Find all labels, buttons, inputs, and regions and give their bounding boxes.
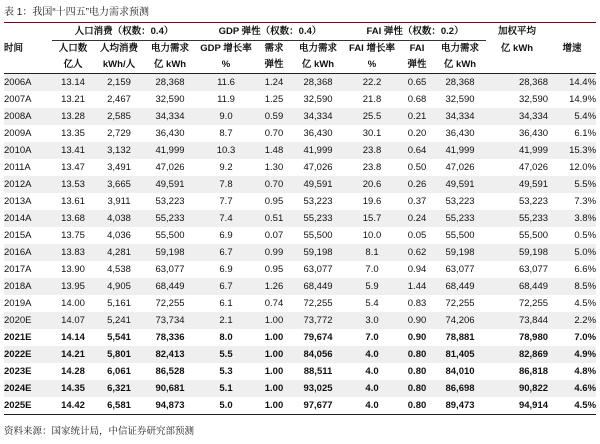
cell-weighted: 63,077 [518, 264, 549, 275]
cell-gdp-power: 97,677 [292, 397, 344, 415]
cell-gdp-growth: 6.9 [219, 264, 233, 275]
cell-pop-count: 14.35 [52, 380, 94, 397]
cell-growth: 2.2% [548, 312, 596, 329]
cell-pop-demand: 49,591 [144, 176, 196, 193]
cell-pop-demand: 55,500 [155, 230, 185, 241]
table-row [4, 363, 596, 380]
table-body [4, 74, 596, 415]
cell-year: 2018A [4, 278, 52, 295]
cell-per-capita: 2,159 [94, 74, 144, 92]
cell-fai-elasticity: 0.80 [400, 346, 434, 363]
cell-fai-elasticity: 0.94 [407, 264, 427, 275]
cell-growth: 6.6% [574, 264, 597, 275]
unit-blank [4, 57, 52, 74]
cell-growth: 0.5% [574, 230, 597, 241]
cell-fai-power: 55,233 [434, 210, 486, 227]
caption-divider [4, 22, 596, 23]
cell-pop-count: 13.90 [61, 264, 85, 275]
cell-pop-count: 13.21 [61, 94, 85, 105]
cell-fai-power: 84,010 [445, 366, 475, 377]
cell-fai-power: 72,255 [445, 298, 475, 309]
unit-per-capita: kWh/人 [94, 57, 144, 74]
cell-gdp-power: 68,449 [292, 278, 344, 295]
cell-per-capita: 6,581 [94, 397, 144, 415]
cell-per-capita: 6,321 [94, 380, 144, 397]
cell-gdp-growth: 6.7 [196, 278, 256, 295]
cell-gdp-elasticity: 1.24 [256, 74, 292, 92]
cell-weighted: 86,818 [518, 366, 549, 377]
cell-gdp-growth: 7.4 [196, 210, 256, 227]
cell-fai-growth: 15.7 [344, 210, 400, 227]
table-row [4, 125, 596, 142]
cell-fai-elasticity: 0.68 [407, 94, 427, 105]
cell-fai-growth: 23.8 [344, 142, 400, 159]
cell-fai-elasticity: 0.37 [407, 196, 427, 207]
cell-year: 2024E [4, 380, 52, 397]
cell-year: 2011A [4, 162, 31, 173]
cell-pop-demand: 73,734 [144, 312, 196, 329]
cell-gdp-power: 88,511 [303, 366, 333, 377]
cell-gdp-growth: 9.0 [196, 108, 256, 125]
cell-pop-demand: 78,336 [155, 332, 185, 343]
cell-year: 2023E [4, 366, 32, 377]
cell-fai-growth: 4.0 [344, 397, 400, 415]
cell-per-capita: 2,467 [107, 94, 131, 105]
header-sub-row [4, 41, 596, 58]
cell-fai-elasticity: 0.21 [400, 108, 434, 125]
unit-growth-blank [548, 57, 596, 74]
cell-gdp-growth: 5.1 [196, 380, 256, 397]
cell-fai-growth: 21.8 [362, 94, 382, 105]
cell-gdp-elasticity: 1.48 [256, 142, 292, 159]
cell-weighted: 68,449 [486, 278, 548, 295]
cell-gdp-power: 36,430 [303, 128, 333, 139]
cell-growth: 5.4% [548, 108, 596, 125]
cell-fai-power: 49,591 [434, 176, 486, 193]
cell-pop-count: 13.14 [52, 74, 94, 92]
cell-gdp-elasticity: 0.95 [264, 196, 284, 207]
cell-pop-count: 14.14 [61, 332, 85, 343]
cell-gdp-elasticity: 1.00 [256, 312, 292, 329]
cell-gdp-power: 55,233 [292, 210, 344, 227]
cell-pop-count: 13.53 [52, 176, 94, 193]
cell-fai-growth: 5.4 [365, 298, 379, 309]
table-row [4, 108, 596, 125]
cell-gdp-growth: 6.9 [219, 230, 233, 241]
group-population: 人口消费（权数：0.4） [52, 24, 196, 41]
cell-fai-power: 55,500 [445, 230, 475, 241]
unit-fai-growth: % [344, 57, 400, 74]
cell-per-capita: 5,161 [107, 298, 131, 309]
unit-pop-count: 亿人 [52, 57, 94, 74]
cell-weighted: 55,233 [486, 210, 548, 227]
cell-fai-elasticity: 0.20 [407, 128, 427, 139]
cell-pop-demand: 28,368 [144, 74, 196, 92]
cell-fai-growth: 30.1 [362, 128, 382, 139]
cell-fai-growth: 4.0 [344, 346, 400, 363]
cell-per-capita: 3,911 [107, 196, 131, 207]
cell-pop-count: 14.21 [52, 346, 94, 363]
cell-gdp-growth: 8.0 [219, 332, 233, 343]
cell-fai-power: 86,698 [434, 380, 486, 397]
cell-year: 2025E [4, 397, 52, 415]
cell-gdp-power: 93,025 [292, 380, 344, 397]
cell-year: 2019A [4, 298, 32, 309]
cell-growth: 4.9% [548, 346, 596, 363]
cell-gdp-elasticity: 1.00 [256, 346, 292, 363]
cell-gdp-elasticity: 0.99 [256, 244, 292, 261]
power-demand-table [4, 24, 596, 415]
cell-gdp-growth: 5.5 [196, 346, 256, 363]
cell-gdp-elasticity: 1.25 [264, 94, 284, 105]
cell-year: 2013A [4, 196, 32, 207]
cell-weighted: 34,334 [486, 108, 548, 125]
cell-fai-elasticity: 0.80 [400, 397, 434, 415]
cell-year: 2006A [4, 74, 52, 92]
cell-growth: 7.3% [574, 196, 597, 207]
cell-year: 2017A [4, 264, 32, 275]
cell-per-capita: 6,061 [107, 366, 131, 377]
cell-growth: 14.9% [569, 94, 597, 105]
cell-fai-power: 36,430 [445, 128, 475, 139]
cell-growth: 5.0% [548, 244, 596, 261]
cell-per-capita: 3,491 [107, 162, 131, 173]
cell-gdp-power: 59,198 [292, 244, 344, 261]
header-gdp-growth: GDP 增长率 [200, 43, 252, 54]
cell-pop-demand: 72,255 [155, 298, 185, 309]
cell-weighted: 72,255 [518, 298, 549, 309]
cell-weighted: 53,223 [518, 196, 549, 207]
cell-gdp-power: 53,223 [303, 196, 333, 207]
cell-weighted: 47,026 [518, 162, 549, 173]
table-row [4, 397, 596, 415]
cell-year: 2007A [4, 94, 32, 105]
cell-pop-demand: 63,077 [155, 264, 185, 275]
cell-gdp-power: 55,500 [303, 230, 333, 241]
cell-gdp-growth: 6.7 [196, 244, 256, 261]
cell-per-capita: 5,241 [94, 312, 144, 329]
cell-fai-power: 78,881 [445, 332, 475, 343]
header-gdp-demand: 需求 [264, 43, 284, 54]
cell-gdp-elasticity: 0.59 [256, 108, 292, 125]
unit-gdp-power: 亿 kWh [292, 57, 344, 74]
cell-growth: 6.1% [574, 128, 597, 139]
cell-gdp-elasticity: 1.00 [264, 332, 284, 343]
cell-year: 2010A [4, 142, 52, 159]
cell-pop-demand: 53,223 [155, 196, 185, 207]
cell-pop-count: 14.28 [61, 366, 85, 377]
header-unit-row [4, 57, 596, 74]
cell-gdp-elasticity: 0.51 [256, 210, 292, 227]
cell-pop-count: 13.28 [52, 108, 94, 125]
cell-gdp-growth: 2.1 [196, 312, 256, 329]
table-row [4, 210, 596, 227]
cell-fai-power: 34,334 [434, 108, 486, 125]
cell-pop-count: 13.75 [61, 230, 85, 241]
group-weighted: 加权平均 [498, 26, 537, 38]
header-blank-2 [548, 24, 596, 41]
group-fai: FAI 弹性（权数：0.2） [344, 24, 486, 41]
header-pop-demand: 电力需求 [150, 43, 189, 54]
cell-gdp-growth: 8.7 [219, 128, 233, 139]
cell-fai-power: 74,206 [434, 312, 486, 329]
cell-gdp-power: 84,056 [292, 346, 344, 363]
cell-gdp-growth: 9.2 [219, 162, 233, 173]
cell-fai-power: 89,473 [434, 397, 486, 415]
table-row [4, 193, 596, 210]
cell-gdp-elasticity: 0.70 [256, 176, 292, 193]
cell-gdp-growth: 5.3 [219, 366, 233, 377]
cell-fai-elasticity: 0.24 [400, 210, 434, 227]
cell-gdp-growth: 11.9 [217, 94, 235, 105]
cell-pop-count: 14.42 [52, 397, 94, 415]
cell-per-capita: 3,132 [94, 142, 144, 159]
cell-pop-demand: 82,413 [144, 346, 196, 363]
cell-year: 2014A [4, 210, 52, 227]
table-row [4, 295, 596, 312]
cell-fai-elasticity: 0.26 [400, 176, 434, 193]
header-per-capita: 人均消费 [99, 43, 138, 54]
table-row [4, 329, 596, 346]
cell-fai-power: 63,077 [445, 264, 475, 275]
cell-pop-count: 13.41 [52, 142, 94, 159]
cell-fai-growth: 20.6 [344, 176, 400, 193]
cell-fai-elasticity: 0.64 [400, 142, 434, 159]
table-row [4, 176, 596, 193]
cell-growth: 8.5% [548, 278, 596, 295]
cell-pop-demand: 55,233 [144, 210, 196, 227]
cell-gdp-power: 32,590 [303, 94, 333, 105]
cell-year: 2008A [4, 108, 52, 125]
cell-gdp-power: 73,772 [292, 312, 344, 329]
unit-fai-power: 亿 kWh [434, 57, 486, 74]
cell-year: 2009A [4, 128, 32, 139]
header-growth: 增速 [562, 42, 582, 54]
cell-fai-growth: 23.8 [362, 162, 382, 173]
cell-fai-elasticity: 0.80 [400, 380, 434, 397]
cell-fai-growth: 22.2 [344, 74, 400, 92]
table-row [4, 74, 596, 92]
cell-fai-growth: 4.0 [344, 380, 400, 397]
cell-fai-power: 68,449 [434, 278, 486, 295]
cell-growth: 14.4% [548, 74, 596, 92]
cell-fai-growth: 3.0 [344, 312, 400, 329]
cell-gdp-growth: 7.8 [196, 176, 256, 193]
cell-pop-demand: 59,198 [144, 244, 196, 261]
unit-fai-elasticity: 弹性 [400, 57, 434, 74]
cell-gdp-growth: 5.0 [196, 397, 256, 415]
cell-gdp-growth: 6.1 [219, 298, 233, 309]
cell-fai-power: 53,223 [445, 196, 475, 207]
unit-pop-demand: 亿 kWh [144, 57, 196, 74]
cell-fai-power: 41,999 [434, 142, 486, 159]
cell-fai-elasticity: 0.80 [407, 366, 427, 377]
cell-per-capita: 5,801 [94, 346, 144, 363]
cell-fai-elasticity: 0.90 [407, 332, 427, 343]
cell-growth: 4.8% [574, 366, 597, 377]
cell-weighted: 78,980 [518, 332, 549, 343]
cell-pop-demand: 86,528 [155, 366, 185, 377]
cell-gdp-elasticity: 0.07 [264, 230, 284, 241]
cell-gdp-power: 79,674 [303, 332, 333, 343]
cell-fai-elasticity: 1.44 [400, 278, 434, 295]
cell-per-capita: 4,036 [107, 230, 131, 241]
table-row [4, 312, 596, 329]
cell-growth: 4.5% [548, 397, 596, 415]
source-note: 资料来源：国家统计局，中信证券研究部预测 [4, 426, 195, 437]
cell-fai-growth: 25.5 [344, 108, 400, 125]
table-row [4, 142, 596, 159]
cell-fai-growth: 7.0 [365, 332, 379, 343]
header-time: 时间 [4, 42, 24, 54]
header-fai-power: 电力需求 [441, 43, 480, 54]
cell-per-capita: 4,538 [107, 264, 131, 275]
header-gdp-power: 电力需求 [299, 43, 338, 54]
cell-weighted: 41,999 [486, 142, 548, 159]
cell-growth: 4.6% [548, 380, 596, 397]
cell-fai-growth: 19.6 [362, 196, 382, 207]
cell-gdp-power: 72,255 [303, 298, 333, 309]
cell-pop-count: 13.47 [61, 162, 85, 173]
cell-per-capita: 5,541 [107, 332, 131, 343]
cell-pop-count: 13.61 [61, 196, 85, 207]
cell-pop-demand: 41,999 [144, 142, 196, 159]
cell-pop-demand: 94,873 [144, 397, 196, 415]
cell-gdp-power: 34,334 [292, 108, 344, 125]
cell-fai-elasticity: 0.50 [407, 162, 427, 173]
cell-gdp-elasticity: 1.00 [256, 380, 292, 397]
cell-pop-count: 14.07 [52, 312, 94, 329]
cell-year: 2015A [4, 230, 32, 241]
table-row [4, 346, 596, 363]
cell-pop-demand: 47,026 [155, 162, 185, 173]
cell-per-capita: 2,585 [94, 108, 144, 125]
cell-weighted: 49,591 [486, 176, 548, 193]
cell-pop-count: 13.83 [52, 244, 94, 261]
cell-growth: 12.0% [569, 162, 597, 173]
cell-fai-growth: 8.1 [344, 244, 400, 261]
unit-gdp-elasticity: 弹性 [256, 57, 292, 74]
cell-pop-count: 13.95 [52, 278, 94, 295]
cell-per-capita: 4,038 [94, 210, 144, 227]
header-fai-growth: FAI 增长率 [349, 43, 395, 54]
cell-growth: 4.5% [574, 298, 597, 309]
table-row [4, 380, 596, 397]
cell-fai-power: 28,368 [434, 74, 486, 92]
cell-gdp-elasticity: 1.30 [264, 162, 284, 173]
cell-year: 2012A [4, 176, 52, 193]
cell-gdp-elasticity: 1.00 [264, 366, 284, 377]
cell-pop-count: 13.35 [61, 128, 85, 139]
cell-weighted: 73,844 [486, 312, 548, 329]
table-row [4, 261, 596, 278]
cell-weighted: 59,198 [486, 244, 548, 261]
cell-pop-count: 14.00 [61, 298, 85, 309]
table-row [4, 159, 596, 176]
header-pop-count: 人口数 [58, 43, 88, 54]
table-caption: 表 1：我国“十四五”电力需求预测 [4, 7, 149, 18]
cell-year: 2020E [4, 312, 52, 329]
unit-gdp-growth: % [196, 57, 256, 74]
cell-pop-count: 13.68 [52, 210, 94, 227]
header-fai: FAI [409, 43, 425, 54]
cell-fai-elasticity: 0.90 [400, 312, 434, 329]
header-weighted-unit: 亿 kWh [500, 42, 534, 54]
cell-fai-growth: 10.0 [362, 230, 382, 241]
cell-gdp-growth: 7.7 [219, 196, 233, 207]
cell-gdp-growth: 11.6 [196, 74, 256, 92]
cell-pop-demand: 36,430 [155, 128, 185, 139]
cell-gdp-elasticity: 0.70 [264, 128, 284, 139]
cell-fai-elasticity: 0.62 [400, 244, 434, 261]
cell-gdp-growth: 10.3 [196, 142, 256, 159]
cell-gdp-power: 28,368 [292, 74, 344, 92]
cell-fai-elasticity: 0.05 [407, 230, 427, 241]
cell-weighted: 94,914 [486, 397, 548, 415]
cell-growth: 15.3% [548, 142, 596, 159]
cell-weighted: 28,368 [486, 74, 548, 92]
cell-pop-demand: 32,590 [155, 94, 185, 105]
cell-year: 2016A [4, 244, 52, 261]
cell-fai-power: 81,405 [434, 346, 486, 363]
cell-growth: 3.8% [548, 210, 596, 227]
cell-weighted: 55,500 [518, 230, 549, 241]
cell-fai-elasticity: 0.65 [400, 74, 434, 92]
cell-gdp-power: 63,077 [303, 264, 333, 275]
cell-per-capita: 4,905 [94, 278, 144, 295]
cell-fai-growth: 4.0 [365, 366, 379, 377]
group-gdp: GDP 弹性（权数：0.4） [196, 24, 344, 41]
cell-fai-growth: 7.0 [365, 264, 379, 275]
cell-fai-power: 47,026 [445, 162, 475, 173]
cell-gdp-elasticity: 0.95 [264, 264, 284, 275]
cell-weighted: 90,822 [486, 380, 548, 397]
cell-per-capita: 3,665 [94, 176, 144, 193]
cell-fai-elasticity: 0.83 [407, 298, 427, 309]
table-row [4, 278, 596, 295]
table-row [4, 227, 596, 244]
table-row [4, 91, 596, 108]
cell-growth: 7.0% [574, 332, 597, 343]
cell-weighted: 32,590 [518, 94, 549, 105]
cell-per-capita: 2,729 [107, 128, 131, 139]
cell-weighted: 36,430 [518, 128, 549, 139]
cell-growth: 5.5% [548, 176, 596, 193]
cell-gdp-power: 41,999 [292, 142, 344, 159]
cell-gdp-power: 49,591 [292, 176, 344, 193]
cell-year: 2021E [4, 332, 32, 343]
table-row [4, 244, 596, 261]
cell-pop-demand: 90,681 [144, 380, 196, 397]
cell-per-capita: 4,281 [94, 244, 144, 261]
cell-pop-demand: 34,334 [144, 108, 196, 125]
cell-gdp-power: 47,026 [303, 162, 333, 173]
cell-fai-power: 32,590 [445, 94, 475, 105]
header-group-row [4, 24, 596, 41]
cell-gdp-elasticity: 1.00 [256, 397, 292, 415]
cell-weighted: 82,869 [486, 346, 548, 363]
cell-gdp-elasticity: 1.26 [256, 278, 292, 295]
cell-pop-demand: 68,449 [144, 278, 196, 295]
header-blank [4, 24, 52, 41]
cell-fai-power: 59,198 [434, 244, 486, 261]
unit-weighted-blank [486, 57, 548, 74]
cell-year: 2022E [4, 346, 52, 363]
cell-fai-growth: 5.9 [344, 278, 400, 295]
cell-gdp-elasticity: 0.74 [264, 298, 284, 309]
